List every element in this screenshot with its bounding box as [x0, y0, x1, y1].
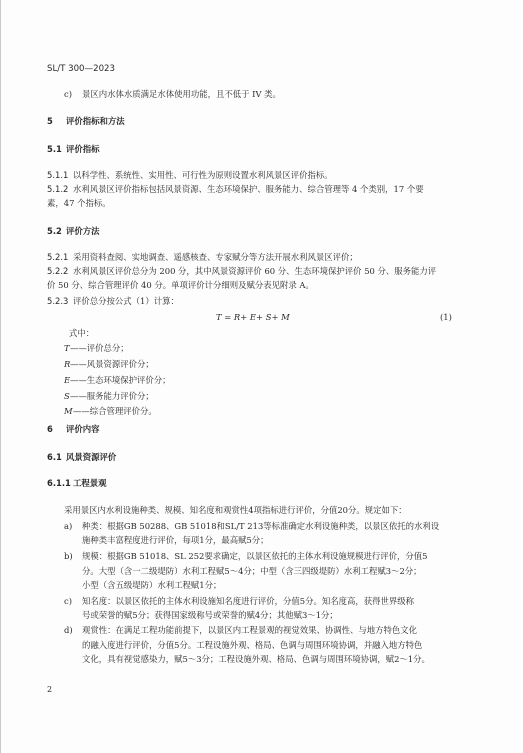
item-d-line2: 的融入度进行评价，分值5分。工程设施外观、格局、色调与周围环境协调，并融入地方特色	[82, 640, 423, 650]
def-text-s: ——服务能力评价分；	[70, 391, 154, 401]
section-6-1-1-title: 工程景观	[73, 478, 107, 488]
item-c-line1: 知名度：以景区依托的主体水利设施知名度进行评价，分值5分。知名度高，获得世界级称	[82, 596, 414, 606]
section-6-1-1-number: 6.1.1	[47, 478, 71, 488]
def-symbol-e: E	[64, 375, 71, 385]
item-c-text: 景区内水体水质满足水体使用功能，且不低于 IV 类。	[82, 89, 281, 99]
item-d-line1: 观赏性：在满足工程功能前提下，以景区内工程景观的视觉效果、协调性、与地方特色文化	[82, 625, 417, 635]
item-c-marker-2: c)	[64, 596, 72, 606]
formula-number: (1)	[440, 312, 452, 322]
clause-5-2-1-text: 采用资料查阅、实地调查、遥感核查、专家赋分等方法开展水利风景区评价；	[73, 252, 358, 262]
clause-5-1-2-line1: 水利风景区评价指标包括风景资源、生态环境保护、服务能力、综合管理等 4 个类别，17 个要	[73, 184, 424, 194]
clause-5-2-2-number: 5.2.2	[47, 266, 69, 276]
section-5-2-number: 5.2	[47, 226, 62, 236]
item-a-line2: 施种类丰富程度进行评价，每项1分，最高赋5分；	[82, 535, 269, 545]
clause-5-1-2-number: 5.1.2	[47, 184, 69, 194]
page-edge	[0, 0, 1, 753]
def-text-r: ——风景资源评价分；	[70, 359, 154, 369]
section-5-1-number: 5.1	[47, 144, 62, 154]
section-6-1-title: 风景资源评价	[66, 452, 117, 462]
item-a-line1: 种类：根据GB 50288、GB 51018和SL/T 213等标准确定水利设施种类，以景区依托的水利设	[82, 521, 440, 531]
clause-5-1-2-line2: 素，47 个指标。	[47, 198, 111, 208]
page-number: 2	[47, 685, 53, 694]
standard-code: SL/T 300—2023	[47, 64, 115, 74]
intro-paragraph: 采用景区内水利设施种类、规模、知名度和观赏性4项指标进行评价，分值20分。规定如下：	[64, 505, 407, 515]
section-6-number: 6	[47, 424, 53, 434]
where-label: 式中：	[69, 328, 95, 338]
item-d-line3: 文化，具有视觉感染力，赋5～3分；工程设施外观、格局、色调与周围环境协调，赋2～1分。	[82, 654, 430, 664]
def-text-t: ——评价总分；	[70, 343, 129, 353]
section-6-1-number: 6.1	[47, 452, 62, 462]
def-symbol-m: M	[64, 406, 73, 416]
clause-5-2-1-number: 5.2.1	[47, 252, 69, 262]
item-c-line2: 号或荣誉的赋5分；获得国家级称号或荣誉的赋4分；其他赋3～1分；	[82, 610, 338, 620]
def-text-e: ——生态环境保护评价分；	[70, 375, 171, 385]
item-c-marker: c)	[64, 89, 72, 99]
clause-5-1-1-number: 5.1.1	[47, 170, 69, 180]
clause-5-2-3-text: 评价总分按公式（1）计算：	[73, 296, 179, 306]
section-5-title: 评价指标和方法	[66, 116, 125, 126]
def-symbol-r: R	[64, 359, 71, 369]
clause-5-2-3-number: 5.2.3	[47, 296, 69, 306]
section-5-number: 5	[47, 116, 53, 126]
clause-5-2-2-line2: 价 50 分、综合管理评价 40 分。单项评价计分细则及赋分表见附录 A。	[47, 280, 314, 290]
item-d-marker: d)	[64, 625, 73, 635]
section-5-1-title: 评价指标	[66, 144, 100, 154]
item-b-marker: b)	[64, 551, 73, 561]
item-b-line2: 分。大型（含一二级堤防）水利工程赋5～4分；中型（含三四级堤防）水利工程赋3～2分；	[82, 566, 422, 576]
item-b-line1: 规模：根据GB 51018、SL 252要求确定，以景区依托的主体水利设施规模进行评价，分值5	[82, 551, 428, 561]
clause-5-2-2-line1: 水利风景区评价总分为 200 分，其中风景资源评价 60 分、生态环境保护评价 50 分、服务能力评	[73, 266, 437, 276]
def-symbol-t: T	[64, 343, 70, 353]
def-symbol-s: S	[64, 391, 70, 401]
item-a-marker: a)	[64, 521, 73, 531]
clause-5-1-1-text: 以科学性、系统性、实用性、可行性为原则设置水利风景区评价指标。	[73, 170, 333, 180]
item-b-line3: 小型（含五级堤防）水利工程赋1分；	[82, 580, 222, 590]
formula-expression: T = R+ E+ S+ M	[216, 312, 290, 322]
section-5-2-title: 评价方法	[66, 226, 100, 236]
def-text-m: ——综合管理评价分。	[73, 406, 157, 416]
section-6-title: 评价内容	[66, 424, 100, 434]
